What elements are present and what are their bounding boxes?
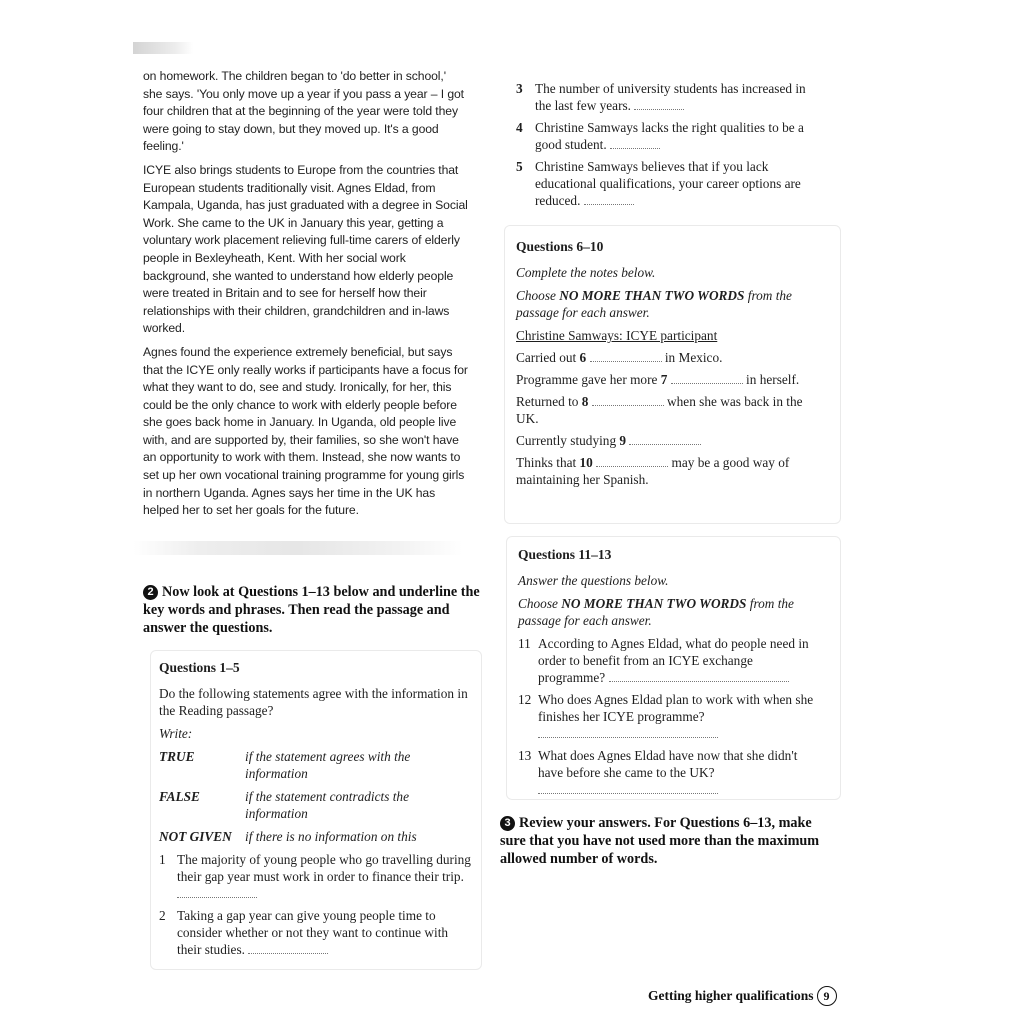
passage-paragraph: Agnes found the experience extremely beneficial, but says that the ICYE only really works if participants have a focus for what they want to do, see and study. Ironically, for her, this could be the only chance to work with elderly people before she goes back home in January. In Uganda, old people live with, and are supported by, their families, so she won't have an opportunity to work with them. Instead, she now wants to set up her own vocational training programme for young girls in northern Uganda. Agnes says her time in the UK has helped her to set her goals for the future.	[143, 344, 468, 518]
answer-blank[interactable]	[629, 433, 701, 445]
answer-blank[interactable]	[177, 886, 257, 898]
answer-blank[interactable]	[590, 350, 662, 362]
question-item: 4 Christine Samways lacks the right qualities to be a good student.	[516, 120, 804, 152]
answer-blank[interactable]	[671, 372, 743, 384]
answer-blank[interactable]	[610, 137, 660, 149]
instruction: Do the following statements agree with the information in the Reading passage?	[159, 686, 468, 718]
note-item: Carried out 6 in Mexico.	[516, 350, 723, 365]
answer-key-true: TRUE if the statement agrees with the information	[159, 749, 411, 781]
step-2-text: Now look at Questions 1–13 below and underline the key words and phrases. Then read the passage and answer the questions.	[143, 584, 480, 636]
note-item: Programme gave her more 7 in herself.	[516, 372, 800, 387]
question-item: 3 The number of university students has increased in the last few years.	[516, 81, 806, 113]
question-item: 2 Taking a gap year can give young people time to consider whether or not they want to continue with their studies.	[159, 908, 449, 957]
section-title: Questions 6–10	[516, 239, 604, 254]
questions-3-5	[516, 80, 816, 214]
question-item: 1 The majority of young people who go travelling during their gap year must work in order to finance their trip.	[159, 851, 474, 902]
step-3-instruction	[500, 814, 840, 868]
question-item: 13 What does Agnes Eldad have now that she didn't have before she came to the UK?	[518, 747, 823, 798]
chapter-title: Getting higher qualifications	[648, 988, 814, 1003]
step-2-instruction	[143, 583, 488, 637]
note-item: Thinks that 10 may be a good way of maintaining her Spanish.	[516, 455, 790, 487]
page-number: 9	[817, 986, 837, 1006]
instruction: Answer the questions below.	[518, 573, 669, 588]
scan-smudge	[133, 42, 193, 54]
answer-key-false: FALSE if the statement contradicts the information	[159, 789, 409, 821]
answer-blank[interactable]	[596, 455, 668, 467]
question-item: 11 According to Agnes Eldad, what do people need in order to benefit from an ICYE exchange programme?	[518, 636, 809, 685]
write-label: Write:	[159, 726, 193, 741]
scan-smudge	[133, 541, 463, 555]
notes-heading: Christine Samways: ICYE participant	[516, 328, 718, 343]
step-number-badge: 3	[500, 816, 515, 831]
section-title: Questions 1–5	[159, 660, 240, 675]
passage-paragraph: ICYE also brings students to Europe from the countries that European students traditionally visit. Agnes Eldad, from Kampala, Uganda, has just graduated with a degree in Social Work. She came to the UK in January this year, getting a voluntary work placement relieving full-time carers of elderly people in Bexleyheath, Kent. With her social work background, she wanted to understand how elderly people were treated in Britain and to see for herself how their relationships with their children, grandchildren and in-laws worked.	[143, 162, 468, 336]
answer-key-list	[159, 748, 474, 845]
question-item: 12 Who does Agnes Eldad plan to work with when she finishes her ICYE programme?	[518, 691, 823, 742]
instruction-word-limit: Choose NO MORE THAN TWO WORDS from the passage for each answer.	[516, 288, 792, 320]
questions-11-13	[518, 546, 823, 803]
answer-blank[interactable]	[609, 670, 789, 682]
reading-passage	[143, 68, 468, 526]
answer-blank[interactable]	[538, 782, 718, 794]
answer-blank[interactable]	[248, 942, 328, 954]
answer-blank[interactable]	[538, 726, 718, 738]
instruction-word-limit: Choose NO MORE THAN TWO WORDS from the passage for each answer.	[518, 596, 794, 628]
answer-blank[interactable]	[592, 394, 664, 406]
step-number-badge: 2	[143, 585, 158, 600]
note-item: Currently studying 9	[516, 432, 826, 449]
instruction: Complete the notes below.	[516, 265, 656, 280]
answer-key-not-given: NOT GIVEN if there is no information on this	[159, 829, 417, 844]
note-item: Returned to 8 when she was back in the UK.	[516, 394, 803, 426]
page-footer	[648, 986, 837, 1006]
questions-1-5	[159, 659, 474, 963]
question-item: 5 Christine Samways believes that if you lack educational qualifications, your career options are reduced.	[516, 159, 801, 208]
section-title: Questions 11–13	[518, 547, 612, 562]
answer-blank[interactable]	[584, 193, 634, 205]
answer-blank[interactable]	[634, 98, 684, 110]
questions-6-10	[516, 238, 826, 493]
passage-paragraph: on homework. The children began to 'do better in school,' she says. 'You only move up a year if you pass a year – I got four children that at the beginning of the year were told they were going to stay down, but they moved up. It's a good feeling.'	[143, 69, 464, 154]
step-3-text: Review your answers. For Questions 6–13, make sure that you have not used more than the maximum allowed number of words.	[500, 815, 820, 867]
